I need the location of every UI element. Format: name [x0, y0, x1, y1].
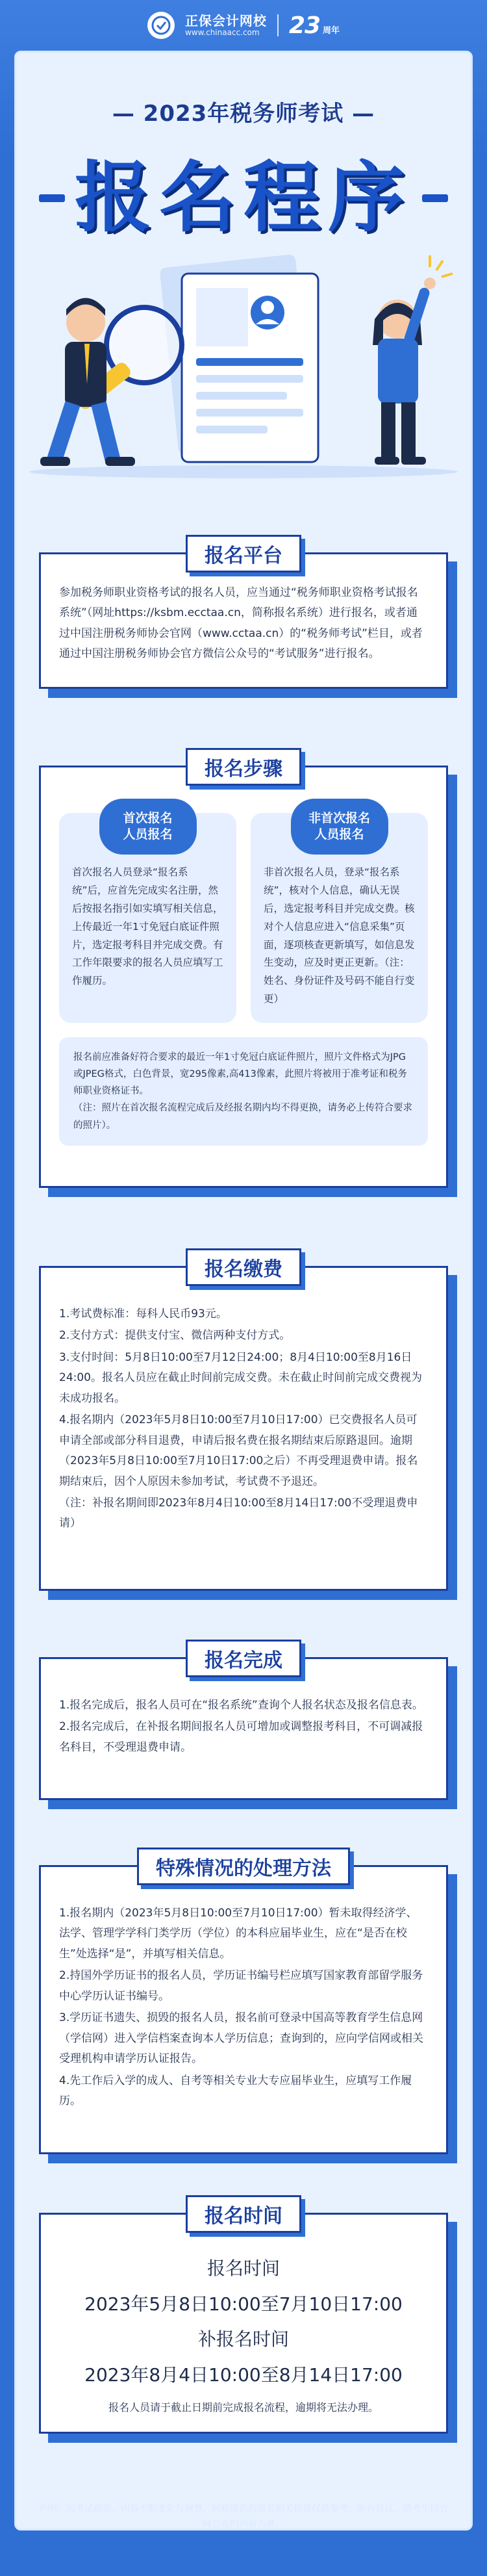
section-complete	[39, 1649, 448, 1800]
hero-subtitle: — 2023年税务师考试 —	[112, 101, 375, 127]
brand-logo-icon	[147, 12, 175, 39]
hero	[14, 53, 473, 508]
section-time-title: 报名时间	[186, 2195, 301, 2233]
section-steps	[39, 758, 448, 1188]
complete-item: 1.报名完成后，报名人员可在“报名系统”查询个人报名状态及报名信息表。	[59, 1699, 423, 1712]
section-time	[39, 2205, 448, 2434]
fee-item: 3.支付时间：5月8日10:00至7月12日24:00；8月4日10:00至8月16日24:00。报名人员应在截止时间前完成交费。未在截止时间前完成交费视为未成功报名。	[59, 1350, 422, 1405]
section-complete-title: 报名完成	[186, 1640, 301, 1677]
special-item: 3.学历证书遗失、损毁的报名人员，报名前可登录中国高等教育学生信息网（学信网）进入学信档案查询本人学历信息；查询到的，应向学信网或相关受理机构申请学历认证报告。	[59, 2011, 423, 2066]
step-text-returning: 非首次报名人员，登录“报名系统”，核对个人信息，确认无误后，选定报考科目并完成交费。核对个人信息应进入“信息采集”页面，逐项核查更新填写，如信息发生变动，应及时更正更新。（注：姓名、身份证件及号码不能自行变更）	[264, 866, 415, 1005]
section-fee-title: 报名缴费	[186, 1248, 301, 1286]
step-text-first: 首次报名人员登录“报名系统”后，应首先完成实名注册，然后按报名指引如实填写相关信息，上传最近一年1寸免冠白底证件照片，选定报考科目并完成交费。有工作年限要求的报名人员应填写工作履历。	[72, 866, 223, 987]
time-label-main: 报名时间	[206, 2258, 280, 2279]
special-item: 4.先工作后入学的成人、自考等相关专业大专应届毕业生，应填写工作履历。	[59, 2074, 412, 2107]
special-item: 1.报名期内（2023年5月8日10:00至7月10日17:00）暂未取得经济学、法学、管理学学科门类学历（学位）的本科应届毕业生，应在“是否在校生”处选择“是”，并填写相关信息。	[59, 1907, 418, 1961]
hero-illustration	[14, 248, 473, 482]
platform-text: 参加税务师职业资格考试的报名人员，应当通过“税务师职业资格考试报名系统”（网址https://ksbm.ecctaa.cn，简称报名系统）进行报名，或者通过中国注册税务师协会官网（www.cctaa.cn）的“税务师考试”栏目，或者通过中国注册税务师协会官方微信公众号的“考试服务”进行报名。	[59, 586, 423, 661]
step-pill-returning: 非首次报名 人员报名	[291, 799, 388, 855]
section-special-title: 特殊情况的处理方法	[137, 1848, 350, 1885]
brand-name	[185, 14, 267, 38]
time-footer: 报名人员请于截止日期前完成报名流程，逾期将无法办理。	[108, 2401, 379, 2414]
brand-name-cn: 正保会计网校	[184, 12, 267, 29]
complete-item: 2.报名完成后，在补报名期间报名人员可增加或调整报考科目，不可调减报名科目，不受理退费申请。	[59, 1720, 423, 1754]
woman-figure-icon	[373, 255, 453, 465]
time-label-supplement: 补报名时间	[197, 2328, 289, 2351]
anniversary-number: 23	[288, 12, 321, 39]
step-card-first	[59, 813, 236, 1023]
disclaimer: 声明：因考试政策、内容不断变化与调整，网校提供的报名相关信息仅供参考，如有异议，请考生以官网公布的内容为准。	[39, 2504, 448, 2530]
step-card-returning	[251, 813, 428, 1023]
fee-item: 1.考试费标准：每科人民币93元。	[59, 1307, 227, 1320]
fee-item: 4.报名期内（2023年5月8日10:00至7月10日17:00）已交费报名人员可申请全部或部分科目退费，申请后报名费在报名期结束后原路退回。逾期（2023年5月8日10:00至7月10日17:00之后）不再受理退费申请。报名期结束后，因个人原因未参加考试，考试费不予退还。	[59, 1413, 418, 1488]
section-special	[39, 1857, 448, 2154]
header-divider	[277, 14, 279, 36]
brand-name-en: www.chinaacc.com	[184, 27, 260, 37]
step-pill-first: 首次报名 人员报名	[99, 799, 197, 855]
section-steps-title: 报名步骤	[186, 748, 301, 786]
time-range-main: 2023年5月8日10:00至7月10日17:00	[84, 2293, 403, 2315]
anniversary-badge	[289, 12, 340, 39]
section-fee	[39, 1258, 448, 1591]
anniversary-text: 周年	[323, 25, 340, 36]
fee-item: 2.支付方式：提供支付宝、微信两种支付方式。	[59, 1329, 291, 1343]
special-item: 2.持国外学历证书的报名人员，学历证书编号栏应填写国家教育部留学服务中心学历认证书编号。	[59, 1969, 423, 2003]
section-platform	[39, 545, 448, 689]
fee-item: （注：补报名期间即2023年8月4日10:00至8月14日17:00不受理退费申请）	[59, 1496, 418, 1530]
document-board-icon	[159, 254, 318, 462]
header-bar	[0, 0, 487, 51]
time-range-supplement: 2023年8月4日10:00至8月14日17:00	[84, 2363, 403, 2386]
section-platform-title: 报名平台	[186, 535, 301, 573]
hero-title: 报名程序	[74, 153, 412, 242]
title-dash-right	[422, 194, 448, 202]
steps-row	[59, 813, 428, 1023]
steps-photo-note: 报名前应准备好符合要求的最近一年1寸免冠白底证件照片，照片文件格式为JPG或JPEG格式，白色背景，宽295像素,高413像素，此照片将被用于准考证和税务师职业资格证书。 （注：照片在首次报名流程完成后及经报名期内均不得更换，请务必上传符合要求的照片）。	[59, 1037, 428, 1145]
